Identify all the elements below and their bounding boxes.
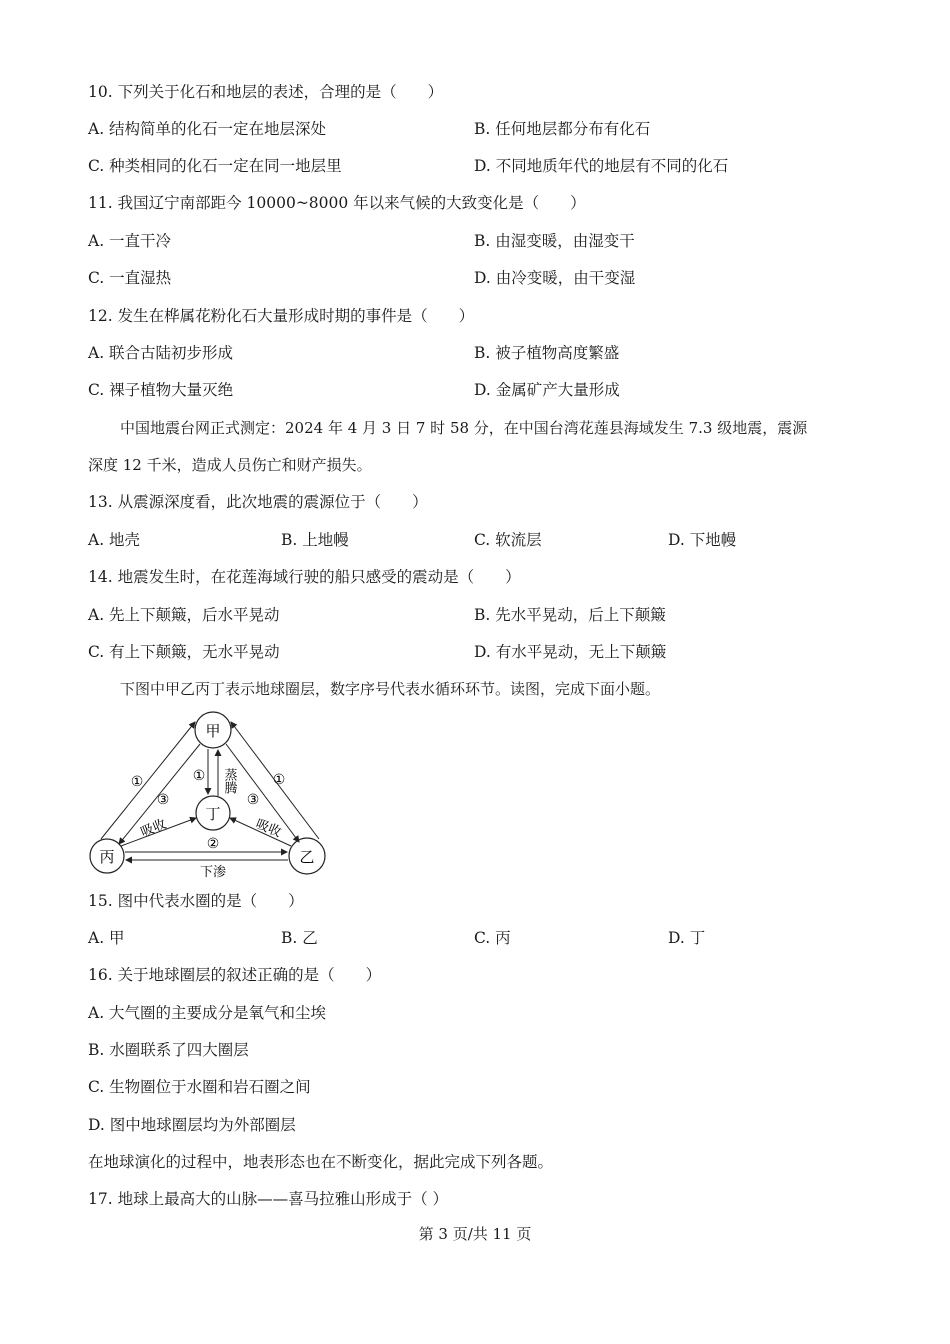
question-17-stem: 17. 地球上最高大的山脉——喜马拉雅山形成于（ ） <box>88 1190 449 1208</box>
question-14-option-d[interactable]: D. 有水平晃动，无上下颠簸 <box>474 643 667 661</box>
node-bing-label: 丙 <box>99 848 115 866</box>
question-13-option-a[interactable]: A. 地壳 <box>88 531 141 549</box>
question-16-option-a[interactable]: A. 大气圈的主要成分是氧气和尘埃 <box>88 1004 327 1022</box>
question-13-option-d[interactable]: D. 下地幔 <box>668 531 737 549</box>
label-three-left: ③ <box>156 792 170 808</box>
node-yi-label: 乙 <box>299 848 315 866</box>
question-16-option-c[interactable]: C. 生物圈位于水圈和岩石圈之间 <box>88 1078 311 1096</box>
node-ding-label: 丁 <box>205 805 221 823</box>
question-16-stem: 16. 关于地球圈层的叙述正确的是（ ） <box>88 966 382 984</box>
question-11-option-a[interactable]: A. 一直干冷 <box>88 232 172 250</box>
question-11-stem: 11. 我国辽宁南部距今 10000~8000 年以来气候的大致变化是（ ） <box>88 194 586 212</box>
label-infiltrate: 下渗 <box>199 865 227 878</box>
node-jia-label: 甲 <box>205 722 221 740</box>
passage-earthquake-line-1: 中国地震台网正式测定：2024 年 4 月 3 日 7 时 58 分，在中国台湾花莲县海域发生 7.3 级地震，震源 <box>120 419 808 437</box>
question-11-option-c[interactable]: C. 一直湿热 <box>88 269 172 287</box>
question-15-option-a[interactable]: A. 甲 <box>88 929 125 947</box>
question-10-option-b[interactable]: B. 任何地层都分布有化石 <box>474 120 651 138</box>
label-one-right: ① <box>272 772 286 788</box>
page-footer: 第 3 页/共 11 页 <box>418 1225 532 1243</box>
question-14-option-b[interactable]: B. 先水平晃动，后上下颠簸 <box>474 606 666 624</box>
label-absorb-right: 吸收 <box>253 816 284 841</box>
question-15-option-d[interactable]: D. 丁 <box>668 929 706 947</box>
question-12-option-c[interactable]: C. 裸子植物大量灭绝 <box>88 381 234 399</box>
passage-evolution: 在地球演化的过程中，地表形态也在不断变化，据此完成下列各题。 <box>88 1153 554 1171</box>
label-transpire: 蒸腾 <box>221 768 237 794</box>
label-one-left: ① <box>130 774 144 790</box>
question-14-option-c[interactable]: C. 有上下颠簸，无水平晃动 <box>88 643 280 661</box>
question-12-option-a[interactable]: A. 联合古陆初步形成 <box>88 344 234 362</box>
label-two: ② <box>206 836 220 852</box>
question-10-option-d[interactable]: D. 不同地质年代的地层有不同的化石 <box>474 157 729 175</box>
question-13-stem: 13. 从震源深度看，此次地震的震源位于（ ） <box>88 493 428 511</box>
question-12-stem: 12. 发生在桦属花粉化石大量形成时期的事件是（ ） <box>88 307 475 325</box>
question-10-option-c[interactable]: C. 种类相同的化石一定在同一地层里 <box>88 157 342 175</box>
question-15-stem: 15. 图中代表水圈的是（ ） <box>88 892 304 910</box>
question-14-stem: 14. 地震发生时，在花莲海域行驶的船只感受的震动是（ ） <box>88 568 521 586</box>
question-14-option-a[interactable]: A. 先上下颠簸，后水平晃动 <box>88 606 280 624</box>
question-15-option-b[interactable]: B. 乙 <box>281 929 318 947</box>
passage-diagram-intro: 下图中甲乙丙丁表示地球圈层，数字序号代表水循环环节。读图，完成下面小题。 <box>120 680 661 698</box>
question-12-option-d[interactable]: D. 金属矿产大量形成 <box>474 381 620 399</box>
label-absorb-left: 吸收 <box>138 816 169 841</box>
question-15-option-c[interactable]: C. 丙 <box>474 929 511 947</box>
label-three-right: ③ <box>246 792 260 808</box>
question-16-option-d[interactable]: D. 图中地球圈层均为外部圈层 <box>88 1116 296 1134</box>
label-one-center: ① <box>192 768 206 784</box>
arrow-bing-to-jia <box>101 722 195 839</box>
passage-earthquake-line-2: 深度 12 千米，造成人员伤亡和财产损失。 <box>88 456 372 474</box>
question-11-option-d[interactable]: D. 由冷变暖，由干变湿 <box>474 269 636 287</box>
question-10-option-a[interactable]: A. 结构简单的化石一定在地层深处 <box>88 120 327 138</box>
question-13-option-c[interactable]: C. 软流层 <box>474 531 542 549</box>
water-cycle-diagram <box>85 708 335 878</box>
question-16-option-b[interactable]: B. 水圈联系了四大圈层 <box>88 1041 249 1059</box>
question-11-option-b[interactable]: B. 由湿变暖，由湿变干 <box>474 232 635 250</box>
question-12-option-b[interactable]: B. 被子植物高度繁盛 <box>474 344 620 362</box>
question-10-stem: 10. 下列关于化石和地层的表述，合理的是（ ） <box>88 83 444 101</box>
question-13-option-b[interactable]: B. 上地幔 <box>281 531 349 549</box>
